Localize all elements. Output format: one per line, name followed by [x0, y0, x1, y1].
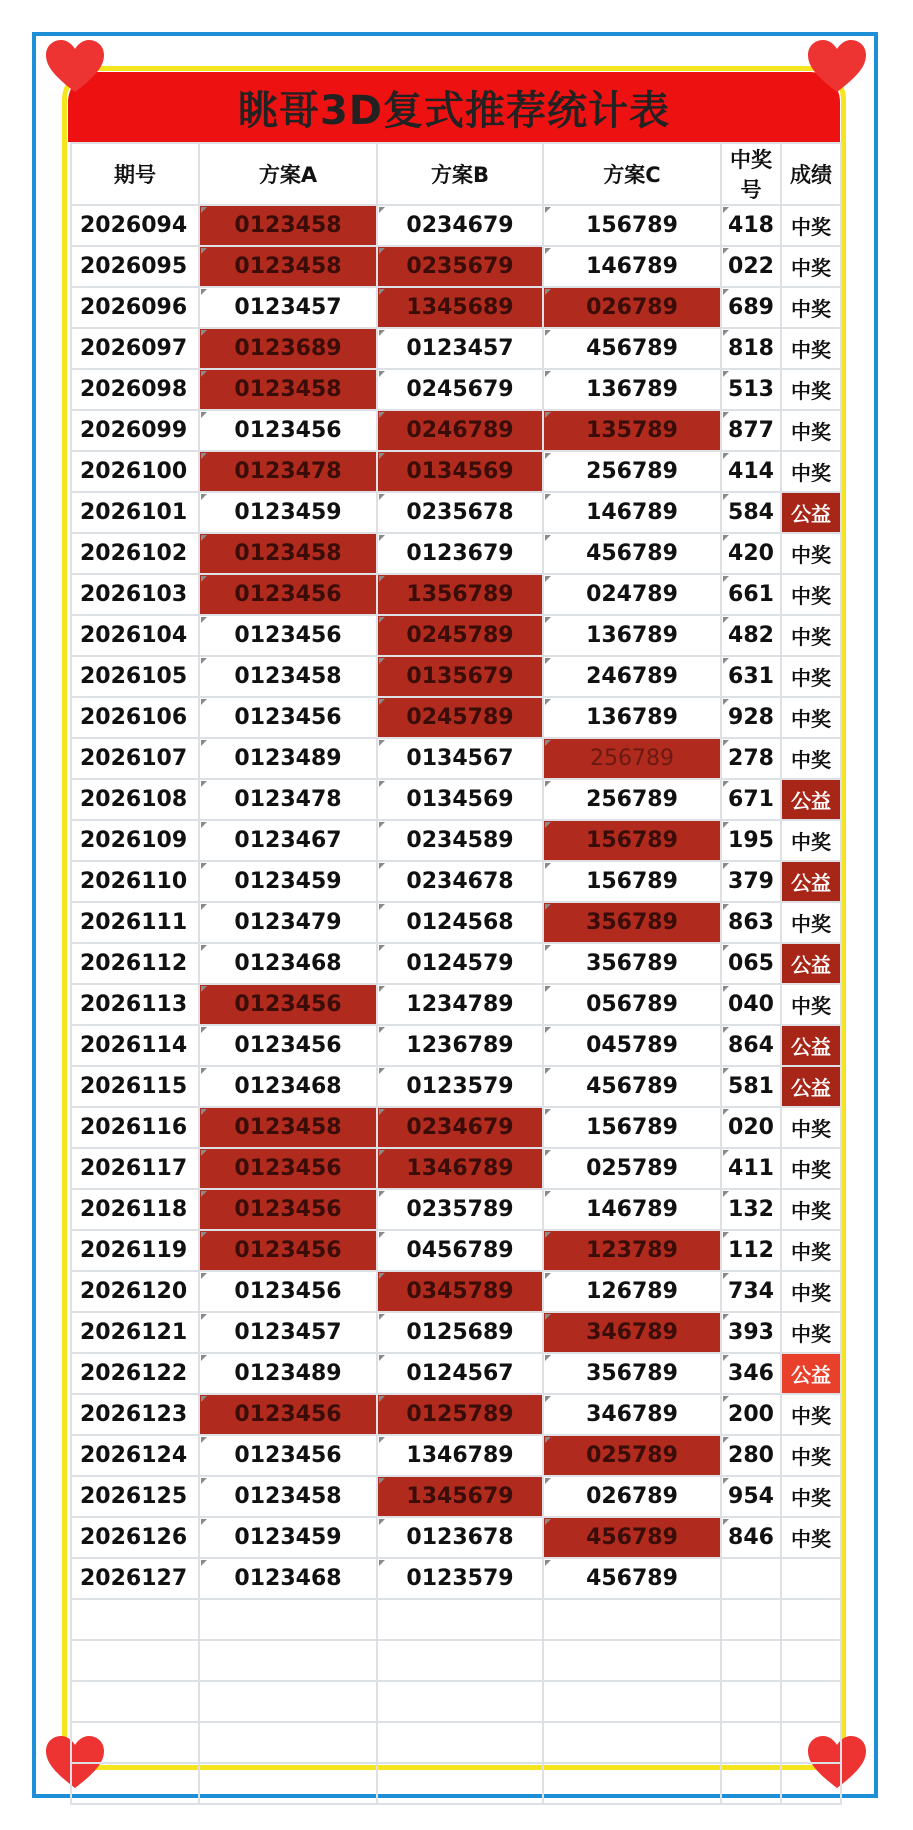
plan-c-cell: 356789	[543, 943, 721, 984]
plan-a-cell: 0123457	[199, 1312, 377, 1353]
empty-cell	[377, 1599, 543, 1640]
empty-cell	[543, 1640, 721, 1681]
table-row	[71, 1066, 841, 1107]
table-row	[71, 1271, 841, 1312]
period-cell: 2026125	[71, 1476, 199, 1517]
plan-a-cell: 0123458	[199, 246, 377, 287]
plan-c-cell: 136789	[543, 615, 721, 656]
plan-c-cell: 025789	[543, 1148, 721, 1189]
result-cell: 中奖	[781, 451, 841, 492]
col-header-plan-c: 方案C	[543, 143, 721, 205]
plan-a-cell: 0123459	[199, 861, 377, 902]
winning-number-cell: 393	[721, 1312, 781, 1353]
result-cell: 中奖	[781, 656, 841, 697]
plan-b-cell: 0124567	[377, 1353, 543, 1394]
plan-b-cell: 0123457	[377, 328, 543, 369]
table-row	[71, 533, 841, 574]
plan-c-cell: 045789	[543, 1025, 721, 1066]
table-row	[71, 451, 841, 492]
empty-cell	[781, 1599, 841, 1640]
result-cell: 中奖	[781, 615, 841, 656]
winning-number-cell: 420	[721, 533, 781, 574]
table-row	[71, 984, 841, 1025]
table-row	[71, 369, 841, 410]
empty-cell	[721, 1722, 781, 1763]
plan-b-cell: 0123579	[377, 1066, 543, 1107]
empty-cell	[781, 1722, 841, 1763]
table-row	[71, 492, 841, 533]
plan-c-cell: 456789	[543, 328, 721, 369]
table-row	[71, 1148, 841, 1189]
result-cell: 中奖	[781, 697, 841, 738]
table-row	[71, 697, 841, 738]
plan-b-cell: 0123579	[377, 1558, 543, 1599]
plan-a-cell: 0123489	[199, 738, 377, 779]
plan-b-cell: 1356789	[377, 574, 543, 615]
period-cell: 2026118	[71, 1189, 199, 1230]
plan-c-cell: 456789	[543, 533, 721, 574]
table-row	[71, 820, 841, 861]
empty-cell	[721, 1763, 781, 1804]
period-cell: 2026109	[71, 820, 199, 861]
empty-cell	[377, 1722, 543, 1763]
table-row	[71, 1189, 841, 1230]
plan-a-cell: 0123457	[199, 287, 377, 328]
empty-cell	[543, 1681, 721, 1722]
table-header-row	[71, 143, 841, 205]
plan-b-cell: 1346789	[377, 1148, 543, 1189]
period-cell: 2026097	[71, 328, 199, 369]
result-cell: 中奖	[781, 328, 841, 369]
plan-b-cell: 0345789	[377, 1271, 543, 1312]
table-row	[71, 205, 841, 246]
plan-a-cell: 0123456	[199, 1025, 377, 1066]
period-cell: 2026124	[71, 1435, 199, 1476]
plan-a-cell: 0123458	[199, 369, 377, 410]
plan-a-cell: 0123458	[199, 656, 377, 697]
winning-number-cell: 195	[721, 820, 781, 861]
plan-a-cell: 0123458	[199, 205, 377, 246]
plan-b-cell: 0245789	[377, 615, 543, 656]
winning-number-cell: 584	[721, 492, 781, 533]
result-cell: 中奖	[781, 1476, 841, 1517]
result-cell: 公益	[781, 1025, 841, 1066]
plan-b-cell: 0456789	[377, 1230, 543, 1271]
table-row	[71, 287, 841, 328]
plan-a-cell: 0123478	[199, 451, 377, 492]
col-header-plan-a: 方案A	[199, 143, 377, 205]
plan-a-cell: 0123456	[199, 1435, 377, 1476]
result-cell: 中奖	[781, 738, 841, 779]
period-cell: 2026107	[71, 738, 199, 779]
plan-a-cell: 0123458	[199, 1107, 377, 1148]
empty-row	[71, 1640, 841, 1681]
period-cell: 2026094	[71, 205, 199, 246]
plan-b-cell: 0234678	[377, 861, 543, 902]
plan-b-cell: 0125789	[377, 1394, 543, 1435]
plan-b-cell: 0123678	[377, 1517, 543, 1558]
result-cell: 中奖	[781, 1107, 841, 1148]
result-cell: 中奖	[781, 1435, 841, 1476]
period-cell: 2026101	[71, 492, 199, 533]
result-cell: 中奖	[781, 1230, 841, 1271]
table-row	[71, 943, 841, 984]
period-cell: 2026110	[71, 861, 199, 902]
plan-c-cell: 026789	[543, 1476, 721, 1517]
period-cell: 2026102	[71, 533, 199, 574]
empty-cell	[377, 1763, 543, 1804]
table-row	[71, 902, 841, 943]
plan-c-cell: 256789	[543, 451, 721, 492]
winning-number-cell: 661	[721, 574, 781, 615]
period-cell: 2026113	[71, 984, 199, 1025]
plan-b-cell: 0235678	[377, 492, 543, 533]
col-header-result: 成绩	[781, 143, 841, 205]
period-cell: 2026122	[71, 1353, 199, 1394]
plan-a-cell: 0123456	[199, 984, 377, 1025]
winning-number-cell: 864	[721, 1025, 781, 1066]
plan-a-cell: 0123456	[199, 697, 377, 738]
empty-cell	[543, 1763, 721, 1804]
plan-c-cell: 026789	[543, 287, 721, 328]
period-cell: 2026099	[71, 410, 199, 451]
empty-cell	[721, 1640, 781, 1681]
winning-number-cell: 846	[721, 1517, 781, 1558]
winning-number-cell: 112	[721, 1230, 781, 1271]
plan-b-cell: 0235679	[377, 246, 543, 287]
period-cell: 2026127	[71, 1558, 199, 1599]
plan-c-cell: 126789	[543, 1271, 721, 1312]
result-cell: 中奖	[781, 984, 841, 1025]
winning-number-cell: 631	[721, 656, 781, 697]
plan-b-cell: 0124579	[377, 943, 543, 984]
winning-number-cell: 280	[721, 1435, 781, 1476]
plan-b-cell: 1345679	[377, 1476, 543, 1517]
plan-a-cell: 0123456	[199, 410, 377, 451]
col-header-plan-b: 方案B	[377, 143, 543, 205]
plan-a-cell: 0123459	[199, 492, 377, 533]
period-cell: 2026098	[71, 369, 199, 410]
plan-a-cell: 0123456	[199, 615, 377, 656]
plan-c-cell: 136789	[543, 697, 721, 738]
empty-cell	[199, 1599, 377, 1640]
plan-c-cell: 456789	[543, 1066, 721, 1107]
result-cell: 公益	[781, 492, 841, 533]
plan-c-cell: 135789	[543, 410, 721, 451]
plan-a-cell: 0123467	[199, 820, 377, 861]
plan-a-cell: 0123456	[199, 1230, 377, 1271]
winning-number-cell: 132	[721, 1189, 781, 1230]
period-cell: 2026120	[71, 1271, 199, 1312]
winning-number-cell: 581	[721, 1066, 781, 1107]
plan-a-cell: 0123459	[199, 1517, 377, 1558]
winning-number-cell: 513	[721, 369, 781, 410]
period-cell: 2026116	[71, 1107, 199, 1148]
plan-b-cell: 0234679	[377, 205, 543, 246]
plan-c-cell: 025789	[543, 1435, 721, 1476]
period-cell: 2026105	[71, 656, 199, 697]
table-row	[71, 1394, 841, 1435]
period-cell: 2026121	[71, 1312, 199, 1353]
result-cell: 中奖	[781, 246, 841, 287]
plan-c-cell: 356789	[543, 1353, 721, 1394]
plan-c-cell: 146789	[543, 492, 721, 533]
plan-b-cell: 0234589	[377, 820, 543, 861]
plan-a-cell: 0123468	[199, 1558, 377, 1599]
period-cell: 2026095	[71, 246, 199, 287]
plan-b-cell: 0134569	[377, 451, 543, 492]
empty-row	[71, 1722, 841, 1763]
period-cell: 2026123	[71, 1394, 199, 1435]
empty-cell	[377, 1681, 543, 1722]
period-cell: 2026126	[71, 1517, 199, 1558]
plan-c-cell: 156789	[543, 1107, 721, 1148]
table-row	[71, 1107, 841, 1148]
empty-cell	[543, 1599, 721, 1640]
empty-cell	[781, 1763, 841, 1804]
table-row	[71, 1353, 841, 1394]
plan-a-cell: 0123456	[199, 1394, 377, 1435]
plan-c-cell: 156789	[543, 205, 721, 246]
period-cell: 2026103	[71, 574, 199, 615]
plan-a-cell: 0123456	[199, 574, 377, 615]
result-cell: 中奖	[781, 1148, 841, 1189]
plan-b-cell: 0135679	[377, 656, 543, 697]
table-row	[71, 574, 841, 615]
plan-c-cell: 256789	[543, 779, 721, 820]
result-cell: 中奖	[781, 287, 841, 328]
table-row	[71, 1230, 841, 1271]
plan-b-cell: 1346789	[377, 1435, 543, 1476]
plan-b-cell: 0245679	[377, 369, 543, 410]
plan-a-cell: 0123456	[199, 1189, 377, 1230]
winning-number-cell: 414	[721, 451, 781, 492]
winning-number-cell: 379	[721, 861, 781, 902]
table-row	[71, 615, 841, 656]
winning-number-cell: 418	[721, 205, 781, 246]
table-row	[71, 410, 841, 451]
period-cell: 2026096	[71, 287, 199, 328]
winning-number-cell: 020	[721, 1107, 781, 1148]
result-cell: 公益	[781, 943, 841, 984]
result-cell: 公益	[781, 779, 841, 820]
plan-b-cell: 0124568	[377, 902, 543, 943]
plan-a-cell: 0123489	[199, 1353, 377, 1394]
winning-number-cell: 671	[721, 779, 781, 820]
table-row	[71, 1312, 841, 1353]
result-cell: 中奖	[781, 574, 841, 615]
plan-b-cell: 1345689	[377, 287, 543, 328]
plan-a-cell: 0123478	[199, 779, 377, 820]
plan-b-cell: 0234679	[377, 1107, 543, 1148]
empty-row	[71, 1763, 841, 1804]
table-row	[71, 779, 841, 820]
plan-c-cell: 456789	[543, 1517, 721, 1558]
empty-cell	[199, 1681, 377, 1722]
plan-b-cell: 1236789	[377, 1025, 543, 1066]
winning-number-cell: 734	[721, 1271, 781, 1312]
result-cell: 公益	[781, 1066, 841, 1107]
empty-cell	[543, 1722, 721, 1763]
winning-number-cell: 346	[721, 1353, 781, 1394]
plan-c-cell: 456789	[543, 1558, 721, 1599]
table-row	[71, 1476, 841, 1517]
result-cell: 中奖	[781, 1312, 841, 1353]
table-row	[71, 246, 841, 287]
table-row	[71, 656, 841, 697]
plan-c-cell: 156789	[543, 820, 721, 861]
winning-number-cell: 411	[721, 1148, 781, 1189]
plan-b-cell: 0125689	[377, 1312, 543, 1353]
winning-number-cell: 040	[721, 984, 781, 1025]
plan-c-cell: 246789	[543, 656, 721, 697]
empty-cell	[199, 1640, 377, 1681]
table-row	[71, 738, 841, 779]
plan-c-cell: 056789	[543, 984, 721, 1025]
winning-number-cell: 818	[721, 328, 781, 369]
empty-cell	[377, 1640, 543, 1681]
empty-cell	[71, 1722, 199, 1763]
plan-b-cell: 0134569	[377, 779, 543, 820]
plan-c-cell: 256789	[543, 738, 721, 779]
period-cell: 2026117	[71, 1148, 199, 1189]
plan-c-cell: 123789	[543, 1230, 721, 1271]
plan-a-cell: 0123456	[199, 1271, 377, 1312]
winning-number-cell: 022	[721, 246, 781, 287]
empty-row	[71, 1599, 841, 1640]
heart-icon	[806, 38, 868, 96]
period-cell: 2026111	[71, 902, 199, 943]
plan-b-cell: 0123679	[377, 533, 543, 574]
plan-c-cell: 346789	[543, 1394, 721, 1435]
winning-number-cell: 482	[721, 615, 781, 656]
col-header-period: 期号	[71, 143, 199, 205]
col-header-winning-number: 中奖号	[721, 143, 781, 205]
empty-cell	[781, 1640, 841, 1681]
plan-b-cell: 0235789	[377, 1189, 543, 1230]
empty-cell	[71, 1640, 199, 1681]
plan-a-cell: 0123468	[199, 943, 377, 984]
result-cell: 中奖	[781, 902, 841, 943]
plan-c-cell: 346789	[543, 1312, 721, 1353]
empty-row	[71, 1681, 841, 1722]
empty-cell	[71, 1763, 199, 1804]
winning-number-cell: 954	[721, 1476, 781, 1517]
result-cell: 中奖	[781, 1394, 841, 1435]
winning-number-cell: 200	[721, 1394, 781, 1435]
plan-c-cell: 156789	[543, 861, 721, 902]
result-cell: 公益	[781, 1353, 841, 1394]
empty-cell	[721, 1681, 781, 1722]
winning-number-cell: 689	[721, 287, 781, 328]
period-cell: 2026112	[71, 943, 199, 984]
period-cell: 2026114	[71, 1025, 199, 1066]
table-row	[71, 1517, 841, 1558]
result-cell: 公益	[781, 861, 841, 902]
table-body	[71, 205, 841, 1804]
plan-c-cell: 024789	[543, 574, 721, 615]
plan-c-cell: 136789	[543, 369, 721, 410]
table-row	[71, 328, 841, 369]
empty-cell	[199, 1763, 377, 1804]
result-cell: 中奖	[781, 1189, 841, 1230]
plan-a-cell: 0123468	[199, 1066, 377, 1107]
title-bar	[68, 72, 840, 142]
plan-a-cell: 0123456	[199, 1148, 377, 1189]
plan-a-cell: 0123458	[199, 533, 377, 574]
plan-a-cell: 0123479	[199, 902, 377, 943]
period-cell: 2026106	[71, 697, 199, 738]
empty-cell	[199, 1722, 377, 1763]
result-cell: 中奖	[781, 1271, 841, 1312]
winning-number-cell: 278	[721, 738, 781, 779]
table-row	[71, 861, 841, 902]
result-cell: 中奖	[781, 533, 841, 574]
result-cell: 中奖	[781, 369, 841, 410]
empty-cell	[781, 1681, 841, 1722]
result-cell: 中奖	[781, 205, 841, 246]
period-cell: 2026100	[71, 451, 199, 492]
period-cell: 2026115	[71, 1066, 199, 1107]
plan-b-cell: 1234789	[377, 984, 543, 1025]
empty-cell	[721, 1599, 781, 1640]
plan-c-cell: 356789	[543, 902, 721, 943]
page-title: 眺哥3D复式推荐统计表	[237, 87, 671, 134]
plan-a-cell: 0123458	[199, 1476, 377, 1517]
table-row	[71, 1435, 841, 1476]
plan-b-cell: 0246789	[377, 410, 543, 451]
winning-number-cell: 065	[721, 943, 781, 984]
result-cell: 中奖	[781, 410, 841, 451]
heart-icon	[44, 38, 106, 96]
plan-b-cell: 0245789	[377, 697, 543, 738]
period-cell: 2026119	[71, 1230, 199, 1271]
result-cell	[781, 1558, 841, 1599]
stats-table	[70, 142, 842, 1805]
winning-number-cell	[721, 1558, 781, 1599]
plan-a-cell: 0123689	[199, 328, 377, 369]
period-cell: 2026108	[71, 779, 199, 820]
plan-c-cell: 146789	[543, 1189, 721, 1230]
result-cell: 中奖	[781, 1517, 841, 1558]
winning-number-cell: 928	[721, 697, 781, 738]
plan-c-cell: 146789	[543, 246, 721, 287]
winning-number-cell: 877	[721, 410, 781, 451]
period-cell: 2026104	[71, 615, 199, 656]
table-row	[71, 1558, 841, 1599]
result-cell: 中奖	[781, 820, 841, 861]
table-row	[71, 1025, 841, 1066]
plan-b-cell: 0134567	[377, 738, 543, 779]
winning-number-cell: 863	[721, 902, 781, 943]
empty-cell	[71, 1681, 199, 1722]
empty-cell	[71, 1599, 199, 1640]
